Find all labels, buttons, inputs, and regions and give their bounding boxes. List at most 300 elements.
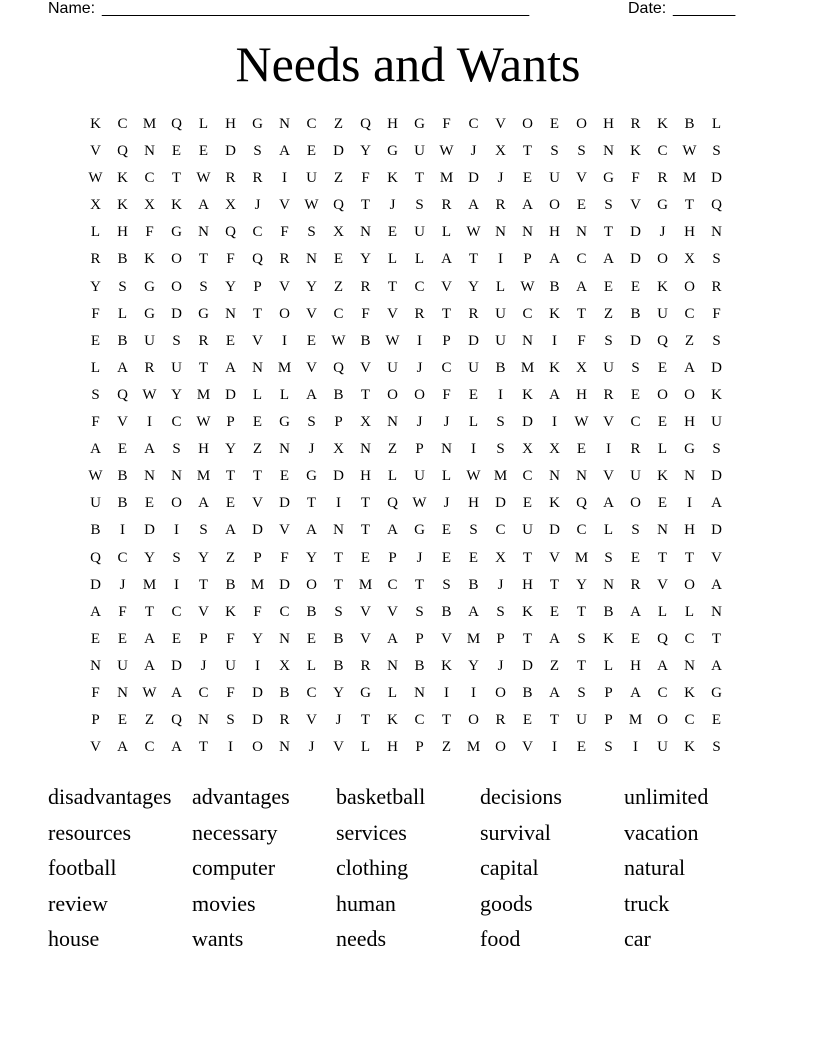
grid-letter[interactable]: W (196, 414, 211, 431)
grid-letter[interactable]: B (441, 603, 452, 620)
grid-letter[interactable]: U (495, 332, 506, 349)
grid-letter[interactable]: C (684, 712, 695, 729)
grid-letter[interactable]: S (550, 143, 559, 160)
grid-letter[interactable]: S (469, 522, 478, 539)
grid-letter[interactable]: W (142, 684, 157, 701)
grid-letter[interactable]: M (466, 739, 481, 756)
grid-letter[interactable]: V (441, 278, 452, 295)
grid-letter[interactable]: R (441, 197, 452, 214)
grid-letter[interactable]: G (387, 143, 398, 160)
grid-letter[interactable]: F (91, 305, 100, 322)
grid-letter[interactable]: S (604, 549, 613, 566)
grid-letter[interactable]: I (174, 576, 179, 593)
grid-letter[interactable]: Y (225, 441, 236, 458)
grid-letter[interactable]: T (333, 576, 344, 593)
grid-letter[interactable]: L (414, 251, 425, 268)
grid-letter[interactable]: N (576, 224, 587, 241)
grid-letter[interactable]: O (684, 278, 695, 295)
grid-letter[interactable]: N (144, 468, 155, 485)
grid-letter[interactable]: J (497, 657, 504, 674)
grid-letter[interactable]: X (333, 441, 344, 458)
grid-letter[interactable]: X (549, 441, 560, 458)
grid-letter[interactable]: A (90, 441, 101, 458)
grid-letter[interactable]: N (495, 224, 506, 241)
grid-letter[interactable]: Q (387, 495, 398, 512)
grid-letter[interactable]: J (416, 414, 423, 431)
grid-letter[interactable]: G (198, 305, 209, 322)
grid-letter[interactable]: T (225, 468, 236, 485)
grid-letter[interactable]: P (199, 630, 208, 647)
grid-letter[interactable]: C (522, 468, 533, 485)
grid-letter[interactable]: V (522, 739, 533, 756)
grid-letter[interactable]: L (279, 386, 290, 403)
grid-letter[interactable]: L (306, 657, 317, 674)
grid-letter[interactable]: S (631, 359, 640, 376)
grid-letter[interactable]: I (552, 739, 557, 756)
grid-letter[interactable]: G (603, 170, 614, 187)
grid-letter[interactable]: N (522, 332, 533, 349)
grid-letter[interactable]: V (387, 603, 398, 620)
grid-letter[interactable]: K (144, 251, 155, 268)
grid-letter[interactable]: L (603, 657, 614, 674)
grid-letter[interactable]: T (549, 576, 560, 593)
grid-letter[interactable]: D (630, 224, 641, 241)
grid-letter[interactable]: T (576, 305, 587, 322)
grid-letter[interactable]: D (495, 495, 506, 512)
grid-letter[interactable]: T (657, 549, 668, 566)
grid-letter[interactable]: A (711, 495, 722, 512)
grid-letter[interactable]: F (361, 170, 370, 187)
grid-letter[interactable]: T (360, 522, 371, 539)
grid-letter[interactable]: U (387, 359, 398, 376)
grid-letter[interactable]: Y (252, 630, 263, 647)
grid-letter[interactable]: A (549, 630, 560, 647)
grid-letter[interactable]: M (358, 576, 373, 593)
grid-letter[interactable]: L (252, 386, 263, 403)
grid-letter[interactable]: T (603, 224, 614, 241)
grid-letter[interactable]: V (630, 197, 641, 214)
grid-letter[interactable]: C (495, 522, 506, 539)
grid-letter[interactable]: K (387, 170, 398, 187)
grid-letter[interactable]: G (252, 116, 263, 132)
grid-letter[interactable]: Y (198, 549, 209, 566)
grid-letter[interactable]: E (441, 522, 452, 539)
grid-letter[interactable]: L (441, 468, 452, 485)
grid-letter[interactable]: O (657, 251, 668, 268)
grid-letter[interactable]: O (171, 495, 182, 512)
grid-letter[interactable]: A (144, 441, 155, 458)
grid-letter[interactable]: D (711, 522, 722, 539)
grid-letter[interactable]: T (414, 576, 425, 593)
grid-letter[interactable]: J (200, 657, 207, 674)
grid-letter[interactable]: D (144, 522, 155, 539)
grid-letter[interactable]: I (255, 657, 260, 674)
grid-letter[interactable]: O (414, 386, 425, 403)
grid-letter[interactable]: Y (306, 549, 317, 566)
grid-letter[interactable]: B (549, 278, 560, 295)
grid-letter[interactable]: C (144, 170, 155, 187)
grid-letter[interactable]: B (522, 684, 533, 701)
grid-letter[interactable]: U (414, 143, 425, 160)
grid-letter[interactable]: C (279, 603, 290, 620)
grid-letter[interactable]: J (497, 170, 504, 187)
grid-letter[interactable]: K (549, 359, 560, 376)
grid-letter[interactable]: L (387, 251, 398, 268)
grid-letter[interactable]: N (387, 414, 398, 431)
grid-letter[interactable]: I (282, 332, 287, 349)
grid-letter[interactable]: X (495, 549, 506, 566)
grid-letter[interactable]: F (577, 332, 586, 349)
grid-letter[interactable]: C (684, 305, 695, 322)
grid-letter[interactable]: E (306, 630, 317, 647)
grid-letter[interactable]: E (171, 143, 182, 160)
grid-letter[interactable]: N (414, 684, 425, 701)
grid-letter[interactable]: M (196, 468, 211, 485)
grid-letter[interactable]: N (144, 143, 155, 160)
grid-letter[interactable]: J (443, 495, 450, 512)
grid-letter[interactable]: S (604, 332, 613, 349)
grid-letter[interactable]: S (496, 603, 505, 620)
grid-letter[interactable]: T (306, 495, 317, 512)
grid-letter[interactable]: A (441, 251, 452, 268)
grid-letter[interactable]: T (441, 712, 452, 729)
grid-letter[interactable]: O (171, 278, 182, 295)
grid-letter[interactable]: S (118, 278, 127, 295)
grid-letter[interactable]: C (630, 414, 641, 431)
grid-letter[interactable]: I (471, 441, 476, 458)
grid-letter[interactable]: V (252, 495, 263, 512)
grid-letter[interactable]: E (117, 441, 128, 458)
grid-letter[interactable]: Y (333, 684, 344, 701)
grid-letter[interactable]: T (522, 143, 533, 160)
grid-letter[interactable]: F (145, 224, 154, 241)
grid-letter[interactable]: O (495, 739, 506, 756)
grid-letter[interactable]: S (415, 197, 424, 214)
grid-letter[interactable]: L (90, 224, 101, 241)
grid-letter[interactable]: W (466, 224, 481, 241)
grid-letter[interactable]: D (252, 684, 263, 701)
grid-letter[interactable]: D (711, 468, 722, 485)
grid-letter[interactable]: R (657, 170, 668, 187)
grid-letter[interactable]: I (417, 332, 422, 349)
grid-letter[interactable]: A (522, 197, 533, 214)
grid-letter[interactable]: R (630, 116, 641, 132)
grid-letter[interactable]: J (308, 441, 315, 458)
grid-letter[interactable]: R (630, 441, 641, 458)
grid-letter[interactable]: E (576, 197, 587, 214)
grid-letter[interactable]: A (549, 386, 560, 403)
grid-letter[interactable]: U (630, 468, 641, 485)
grid-letter[interactable]: N (279, 739, 290, 756)
grid-letter[interactable]: U (171, 359, 182, 376)
grid-letter[interactable]: Q (171, 712, 182, 729)
grid-letter[interactable]: S (577, 630, 586, 647)
grid-letter[interactable]: T (711, 630, 722, 647)
grid-letter[interactable]: V (657, 576, 668, 593)
grid-letter[interactable]: F (631, 170, 640, 187)
grid-letter[interactable]: R (225, 170, 236, 187)
grid-letter[interactable]: X (279, 657, 290, 674)
grid-letter[interactable]: T (684, 197, 695, 214)
grid-letter[interactable]: R (279, 712, 290, 729)
grid-letter[interactable]: F (442, 116, 451, 132)
grid-letter[interactable]: E (306, 143, 317, 160)
grid-letter[interactable]: E (90, 332, 101, 349)
grid-letter[interactable]: L (198, 116, 209, 132)
grid-letter[interactable]: E (225, 332, 236, 349)
grid-letter[interactable]: H (549, 224, 560, 241)
grid-letter[interactable]: G (306, 468, 317, 485)
grid-letter[interactable]: Q (657, 630, 668, 647)
grid-letter[interactable]: F (226, 251, 235, 268)
grid-letter[interactable]: A (171, 739, 182, 756)
grid-letter[interactable]: L (468, 414, 479, 431)
grid-letter[interactable]: V (711, 549, 722, 566)
grid-letter[interactable]: P (415, 441, 424, 458)
grid-letter[interactable]: K (630, 143, 641, 160)
grid-letter[interactable]: V (495, 116, 506, 132)
grid-letter[interactable]: B (360, 332, 371, 349)
grid-letter[interactable]: C (522, 305, 533, 322)
grid-letter[interactable]: A (279, 143, 290, 160)
grid-letter[interactable]: S (307, 224, 316, 241)
grid-letter[interactable]: N (684, 468, 695, 485)
grid-letter[interactable]: S (712, 332, 721, 349)
grid-letter[interactable]: A (144, 657, 155, 674)
grid-letter[interactable]: K (522, 386, 533, 403)
grid-letter[interactable]: A (468, 603, 479, 620)
grid-letter[interactable]: U (603, 359, 614, 376)
grid-letter[interactable]: E (117, 712, 128, 729)
grid-letter[interactable]: T (360, 197, 371, 214)
grid-letter[interactable]: J (659, 224, 666, 241)
grid-letter[interactable]: M (493, 468, 508, 485)
grid-letter[interactable]: E (279, 468, 290, 485)
grid-letter[interactable]: M (277, 359, 292, 376)
grid-letter[interactable]: N (684, 657, 695, 674)
grid-letter[interactable]: Y (225, 278, 236, 295)
grid-letter[interactable]: C (414, 278, 425, 295)
grid-letter[interactable]: G (414, 116, 425, 132)
grid-letter[interactable]: T (333, 549, 344, 566)
grid-letter[interactable]: O (252, 739, 263, 756)
grid-letter[interactable]: E (252, 414, 263, 431)
grid-letter[interactable]: U (522, 522, 533, 539)
grid-letter[interactable]: K (657, 278, 668, 295)
grid-letter[interactable]: N (603, 143, 614, 160)
grid-letter[interactable]: E (144, 495, 155, 512)
grid-letter[interactable]: P (388, 549, 397, 566)
grid-letter[interactable]: R (603, 386, 614, 403)
grid-letter[interactable]: K (117, 197, 128, 214)
grid-letter[interactable]: K (387, 712, 398, 729)
grid-letter[interactable]: Y (171, 386, 182, 403)
grid-letter[interactable]: I (552, 414, 557, 431)
grid-letter[interactable]: M (574, 549, 589, 566)
grid-letter[interactable]: A (171, 684, 182, 701)
grid-letter[interactable]: E (630, 549, 641, 566)
grid-letter[interactable]: Q (333, 197, 344, 214)
grid-letter[interactable]: F (91, 684, 100, 701)
grid-letter[interactable]: N (360, 441, 371, 458)
grid-letter[interactable]: E (360, 549, 371, 566)
grid-letter[interactable]: I (606, 441, 611, 458)
grid-letter[interactable]: V (252, 332, 263, 349)
grid-letter[interactable]: R (144, 359, 155, 376)
grid-letter[interactable]: S (415, 603, 424, 620)
grid-letter[interactable]: F (253, 603, 262, 620)
grid-letter[interactable]: X (576, 359, 587, 376)
grid-letter[interactable]: A (117, 359, 128, 376)
grid-letter[interactable]: O (306, 576, 317, 593)
grid-letter[interactable]: S (199, 278, 208, 295)
grid-letter[interactable]: C (171, 414, 182, 431)
grid-letter[interactable]: R (90, 251, 101, 268)
grid-letter[interactable]: C (576, 522, 587, 539)
grid-letter[interactable]: A (225, 359, 236, 376)
grid-letter[interactable]: O (468, 712, 479, 729)
grid-letter[interactable]: Q (252, 251, 263, 268)
grid-letter[interactable]: D (252, 712, 263, 729)
grid-letter[interactable]: T (549, 712, 560, 729)
grid-letter[interactable]: E (117, 630, 128, 647)
grid-letter[interactable]: F (226, 684, 235, 701)
grid-letter[interactable]: A (711, 576, 722, 593)
grid-letter[interactable]: L (711, 116, 722, 132)
grid-letter[interactable]: C (414, 712, 425, 729)
grid-letter[interactable]: R (711, 278, 722, 295)
grid-letter[interactable]: E (657, 495, 668, 512)
grid-letter[interactable]: R (360, 657, 371, 674)
grid-letter[interactable]: K (522, 603, 533, 620)
grid-letter[interactable]: M (682, 170, 697, 187)
grid-letter[interactable]: S (577, 143, 586, 160)
grid-letter[interactable]: E (225, 495, 236, 512)
grid-letter[interactable]: S (307, 414, 316, 431)
grid-letter[interactable]: S (496, 441, 505, 458)
grid-letter[interactable]: I (228, 739, 233, 756)
grid-letter[interactable]: B (279, 684, 290, 701)
grid-letter[interactable]: T (144, 603, 155, 620)
grid-letter[interactable]: P (415, 739, 424, 756)
grid-letter[interactable]: B (333, 386, 344, 403)
grid-letter[interactable]: N (279, 441, 290, 458)
grid-letter[interactable]: N (252, 359, 263, 376)
grid-letter[interactable]: V (279, 522, 290, 539)
grid-letter[interactable]: H (684, 522, 695, 539)
grid-letter[interactable]: K (225, 603, 236, 620)
grid-letter[interactable]: Z (603, 305, 614, 322)
grid-letter[interactable]: C (252, 224, 263, 241)
grid-letter[interactable]: E (603, 278, 614, 295)
grid-letter[interactable]: S (334, 603, 343, 620)
grid-letter[interactable]: E (468, 549, 479, 566)
grid-letter[interactable]: K (549, 305, 560, 322)
grid-letter[interactable]: U (306, 170, 317, 187)
grid-letter[interactable]: Q (711, 197, 722, 214)
grid-letter[interactable]: I (120, 522, 125, 539)
grid-letter[interactable]: W (142, 386, 157, 403)
grid-letter[interactable]: U (90, 495, 101, 512)
grid-letter[interactable]: I (336, 495, 341, 512)
grid-letter[interactable]: S (577, 684, 586, 701)
grid-letter[interactable]: E (90, 630, 101, 647)
grid-letter[interactable]: N (360, 224, 371, 241)
grid-letter[interactable]: V (279, 197, 290, 214)
grid-letter[interactable]: E (630, 386, 641, 403)
grid-letter[interactable]: C (306, 116, 317, 132)
grid-letter[interactable]: X (522, 441, 533, 458)
grid-letter[interactable]: L (495, 278, 506, 295)
grid-letter[interactable]: I (471, 684, 476, 701)
grid-letter[interactable]: I (498, 386, 503, 403)
grid-letter[interactable]: U (144, 332, 155, 349)
grid-letter[interactable]: A (198, 197, 209, 214)
grid-letter[interactable]: O (495, 684, 506, 701)
grid-letter[interactable]: A (468, 197, 479, 214)
grid-letter[interactable]: K (90, 116, 101, 132)
grid-letter[interactable]: E (657, 414, 668, 431)
grid-letter[interactable]: A (603, 251, 614, 268)
grid-letter[interactable]: F (280, 224, 289, 241)
grid-letter[interactable]: C (198, 684, 209, 701)
grid-letter[interactable]: A (549, 251, 560, 268)
grid-letter[interactable]: E (441, 549, 452, 566)
grid-letter[interactable]: A (630, 603, 641, 620)
grid-letter[interactable]: L (90, 359, 101, 376)
grid-letter[interactable]: K (657, 468, 668, 485)
grid-letter[interactable]: B (684, 116, 695, 132)
grid-letter[interactable]: W (331, 332, 346, 349)
grid-letter[interactable]: N (603, 576, 614, 593)
grid-letter[interactable]: D (333, 143, 344, 160)
grid-letter[interactable]: T (171, 170, 182, 187)
grid-letter[interactable]: B (225, 576, 236, 593)
grid-letter[interactable]: H (225, 116, 236, 132)
grid-letter[interactable]: Z (441, 739, 452, 756)
grid-letter[interactable]: P (442, 332, 451, 349)
grid-letter[interactable]: K (441, 657, 452, 674)
grid-letter[interactable]: B (468, 576, 479, 593)
grid-letter[interactable]: B (630, 305, 641, 322)
grid-letter[interactable]: V (603, 468, 614, 485)
grid-letter[interactable]: C (468, 116, 479, 132)
grid-letter[interactable]: T (198, 251, 209, 268)
grid-letter[interactable]: P (334, 414, 343, 431)
grid-letter[interactable]: X (225, 197, 236, 214)
grid-letter[interactable]: N (549, 468, 560, 485)
grid-letter[interactable]: Q (360, 116, 371, 132)
grid-letter[interactable]: E (576, 441, 587, 458)
grid-letter[interactable]: T (576, 657, 587, 674)
grid-letter[interactable]: F (712, 305, 721, 322)
grid-letter[interactable]: O (171, 251, 182, 268)
grid-letter[interactable]: B (333, 630, 344, 647)
grid-letter[interactable]: T (441, 305, 452, 322)
grid-letter[interactable]: T (198, 576, 209, 593)
grid-letter[interactable]: N (279, 630, 290, 647)
grid-letter[interactable]: Y (468, 278, 479, 295)
grid-letter[interactable]: I (498, 251, 503, 268)
grid-letter[interactable]: Y (144, 549, 155, 566)
grid-letter[interactable]: Q (576, 495, 587, 512)
grid-letter[interactable]: X (495, 143, 506, 160)
grid-letter[interactable]: D (522, 414, 533, 431)
grid-letter[interactable]: K (711, 386, 722, 403)
grid-letter[interactable]: A (603, 495, 614, 512)
grid-letter[interactable]: M (142, 576, 157, 593)
grid-letter[interactable]: J (497, 576, 504, 593)
